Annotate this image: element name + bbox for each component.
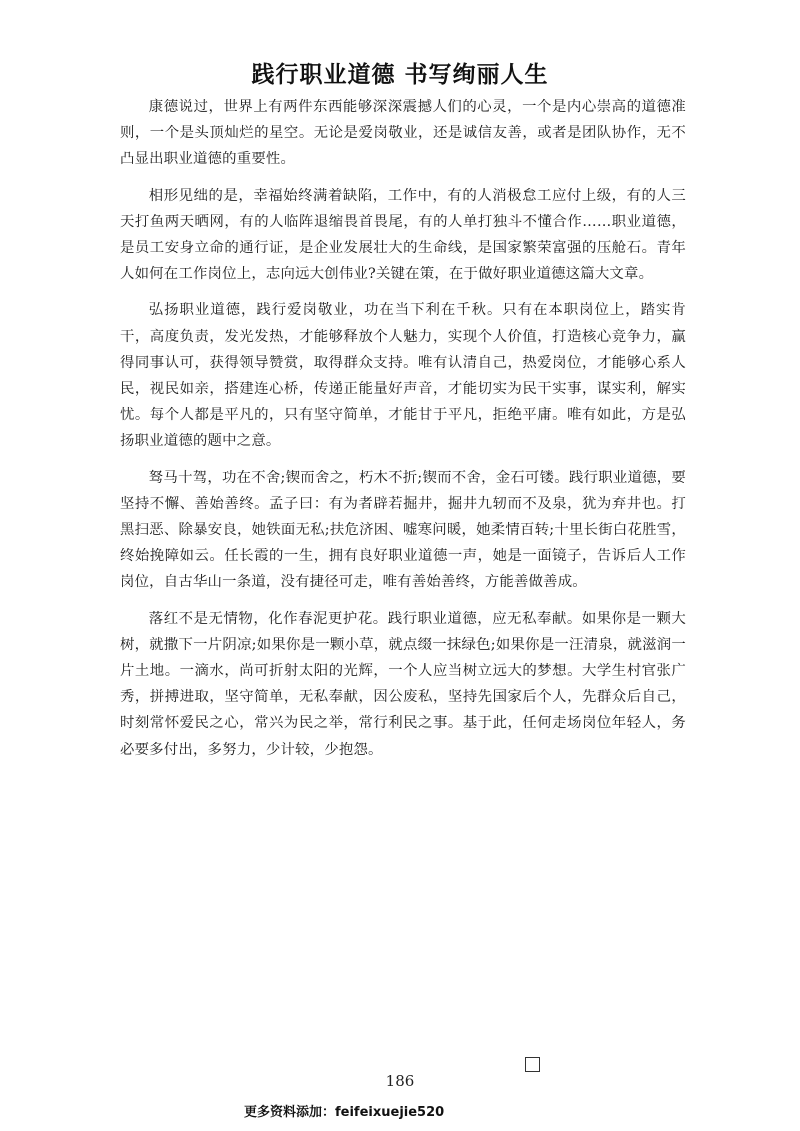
paragraph-1: 康德说过，世界上有两件东西能够深深震撼人们的心灵，一个是内心崇高的道德准则，一个是头顶灿烂的星空。无论是爱岗敬业，还是诚信友善，或者是团队协作，无不凸显出职业道德的重要性。	[120, 99, 686, 168]
article-body	[120, 94, 686, 773]
paragraph-2: 相形见绌的是，幸福始终满着缺陷，工作中，有的人消极怠工应付上级，有的人三天打鱼两天晒网，有的人临阵退缩畏首畏尾，有的人单打独斗不懂合作……职业道德，是员工安身立命的通行证，是企业发展壮大的生命线，是国家繁荣富强的压舱石。青年人如何在工作岗位上，志向远大创伟业?关键在策，在于做好职业道德这篇大文章。	[120, 187, 686, 283]
paragraph-5: 落红不是无情物，化作春泥更护花。践行职业道德，应无私奉献。如果你是一颗大树，就撒下一片阴凉;如果你是一颗小草，就点缀一抹绿色;如果你是一汪清泉，就滋润一片土地。一滴水，尚可折射太阳的光辉，一个人应当树立远大的梦想。大学生村官张广秀，拼搏进取，坚守简单，无私奉献，因公废私，坚持先国家后个人，先群众后自己，时刻常怀爱民之心，常兴为民之举，常行利民之事。基于此，任何走场岗位年轻人，务必要多付出，多努力，少计较，少抱怨。	[120, 610, 686, 758]
page-title: 践行职业道德 书写绚丽人生	[251, 62, 549, 88]
footer-note: 更多资料添加：feifeixuejie520	[244, 1105, 445, 1120]
paragraph-4: 驽马十驾，功在不舍;锲而舍之，朽木不折;锲而不舍，金石可镂。践行职业道德，要坚持不懈、善始善终。孟子曰：有为者辟若掘井，掘井九轫而不及泉，犹为弃井也。打黑扫恶、除暴安良，她铁面无私;扶危济困、嘘寒问暖，她柔情百转;十里长街白花胜雪，终始挽障如云。任长霞的一生，拥有良好职业道德一声，她是一面镜子，告诉后人工作岗位，自古华山一条道，没有捷径可走，唯有善始善终，方能善做善成。	[120, 469, 686, 591]
page-number: 186	[385, 1072, 415, 1090]
paragraph-3: 弘扬职业道德，践行爱岗敬业，功在当下利在千秋。只有在本职岗位上，踏实肯干，高度负责，发光发热，才能够释放个人魅力，实现个人价值，打造核心竞争力，赢得同事认可，获得领导赞赏，取得群众支持。唯有认清自己，热爱岗位，才能够心系人民，视民如亲，搭建连心桥，传递正能量好声音，才能切实为民干实事，谋实利，解实忧。每个人都是平凡的，只有坚守简单，才能甘于平凡，拒绝平庸。唯有如此，方是弘扬职业道德的题中之意。	[120, 302, 686, 450]
checkbox[interactable]	[525, 1057, 540, 1072]
